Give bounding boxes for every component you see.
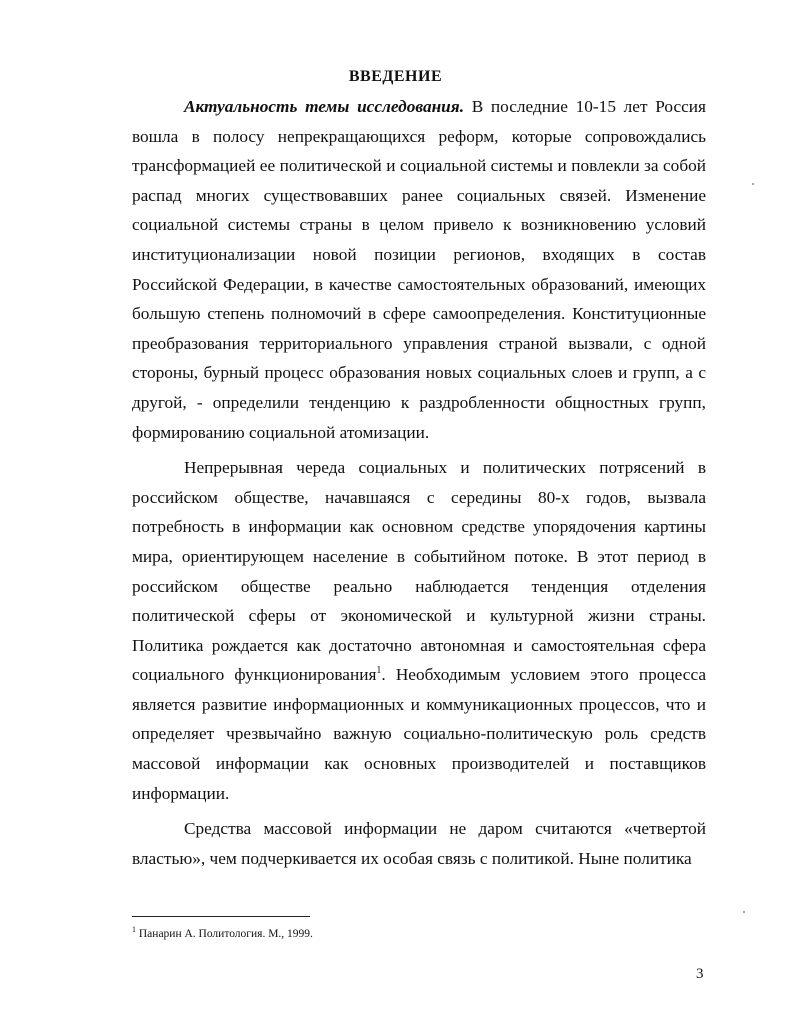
scan-speck — [752, 183, 754, 185]
page-number: 3 — [696, 966, 704, 982]
footnote-text: Панарин А. Политология. М., 1999. — [136, 928, 313, 940]
paragraph-3-text: Средства массовой информации не даром считаются «четвертой властью», чем подчеркивается их особая связь с политикой. Ныне политика — [132, 819, 706, 868]
paragraph-1-text: В последние 10-15 лет Россия вошла в полосу непрекращающихся реформ, которые сопровождались трансформацией ее политической и социальной системы и повлекли за собой распад многих существовавших ранее социальных связей. Изменение социальной системы страны в целом привело к возникновению условий институционализации новой позиции регионов, входящих в состав Российской Федерации, в качестве самостоятельных образований, имеющих большую степень полномочий в сфере самоопределения. Конституционные преобразования территориального управления страной вызвали, с одной стороны, бурный процесс образования новых социальных слоев и групп, а с другой, - определили тенденцию к раздробленности общностных групп, формированию социальной атомизации. — [132, 97, 706, 442]
paragraph-2 — [132, 453, 706, 808]
footnote-separator — [132, 916, 310, 917]
footnote-reference[interactable]: 1 — [376, 665, 382, 677]
page-title: ВВЕДЕНИЕ — [348, 68, 443, 85]
footnote-marker: 1 — [132, 925, 136, 935]
paragraph-1 — [132, 92, 706, 447]
paragraph-2-text-a: Непрерывная череда социальных и политических потрясений в российском обществе, начавшаяся с середины 80-х годов, вызвала потребность в информации как основном средстве упорядочения картины мира, ориентирующем население в событийном потоке. В этот период в российском обществе реально наблюдается тенденция отделения политической сферы от экономической и культурной жизни страны. Политика рождается как достаточно автономная и самостоятельная сфера социального функционирования — [132, 458, 706, 685]
footnote — [132, 925, 313, 940]
lead-phrase: Актуальность темы исследования. — [184, 97, 465, 116]
paragraph-2-text-b: . Необходимым условием этого процесса является развитие информационных и коммуникационных процессов, что и определяет чрезвычайно важную социально-политическую роль средств массовой информации как основных производителей и поставщиков информации. — [132, 665, 707, 803]
body-text — [132, 92, 706, 873]
scan-speck — [743, 911, 745, 913]
paragraph-3 — [132, 814, 706, 873]
